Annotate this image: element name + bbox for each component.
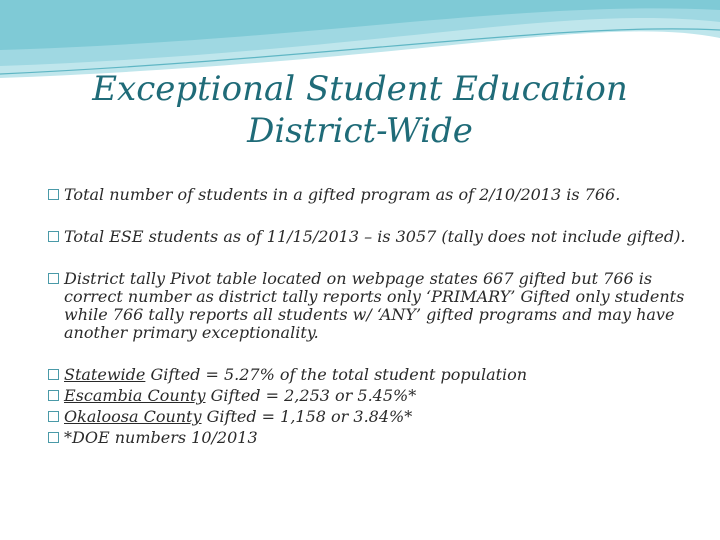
square-bullet-icon: [48, 390, 59, 401]
bullet-item: [48, 228, 688, 246]
square-bullet-icon: [48, 432, 59, 443]
square-bullet-icon: [48, 411, 59, 422]
bullet-text: Total ESE students as of 11/15/2013 – is 3057 (tally does not include gifted).: [64, 227, 686, 246]
stat-text: Gifted = 5.27% of the total student population: [145, 365, 528, 384]
stat-text: Gifted = 1,158 or 3.84%*: [201, 407, 413, 426]
footnote-text: *DOE numbers 10/2013: [64, 428, 258, 447]
stat-label: Okaloosa County: [64, 407, 202, 426]
square-bullet-icon: [48, 273, 59, 284]
stat-text: Gifted = 2,253 or 5.45%*: [205, 386, 417, 405]
bullet-list: [48, 186, 688, 447]
title-line-2: District-Wide: [247, 111, 473, 151]
bullet-item: [48, 270, 688, 342]
square-bullet-icon: [48, 189, 59, 200]
stat-escambia: [48, 387, 688, 405]
bullet-text: Total number of students in a gifted program as of 2/10/2013 is 766.: [64, 185, 621, 204]
bullet-item: [48, 186, 688, 204]
title-line-1: Exceptional Student Education: [92, 69, 628, 109]
square-bullet-icon: [48, 231, 59, 242]
square-bullet-icon: [48, 369, 59, 380]
bullet-text: District tally Pivot table located on webpage states 667 gifted but 766 is correct number as district tally reports only ‘PRIMARY’ Gifted only students while 766 tally reports all students w/ ‘ANY’ gifted programs and may have another primary exceptionality.: [64, 269, 685, 342]
stat-okaloosa: [48, 408, 688, 426]
stat-statewide: [48, 366, 688, 384]
slide-title: [0, 68, 720, 152]
stat-label: Statewide: [64, 365, 146, 384]
stat-label: Escambia County: [64, 386, 206, 405]
footnote-item: [48, 429, 688, 447]
